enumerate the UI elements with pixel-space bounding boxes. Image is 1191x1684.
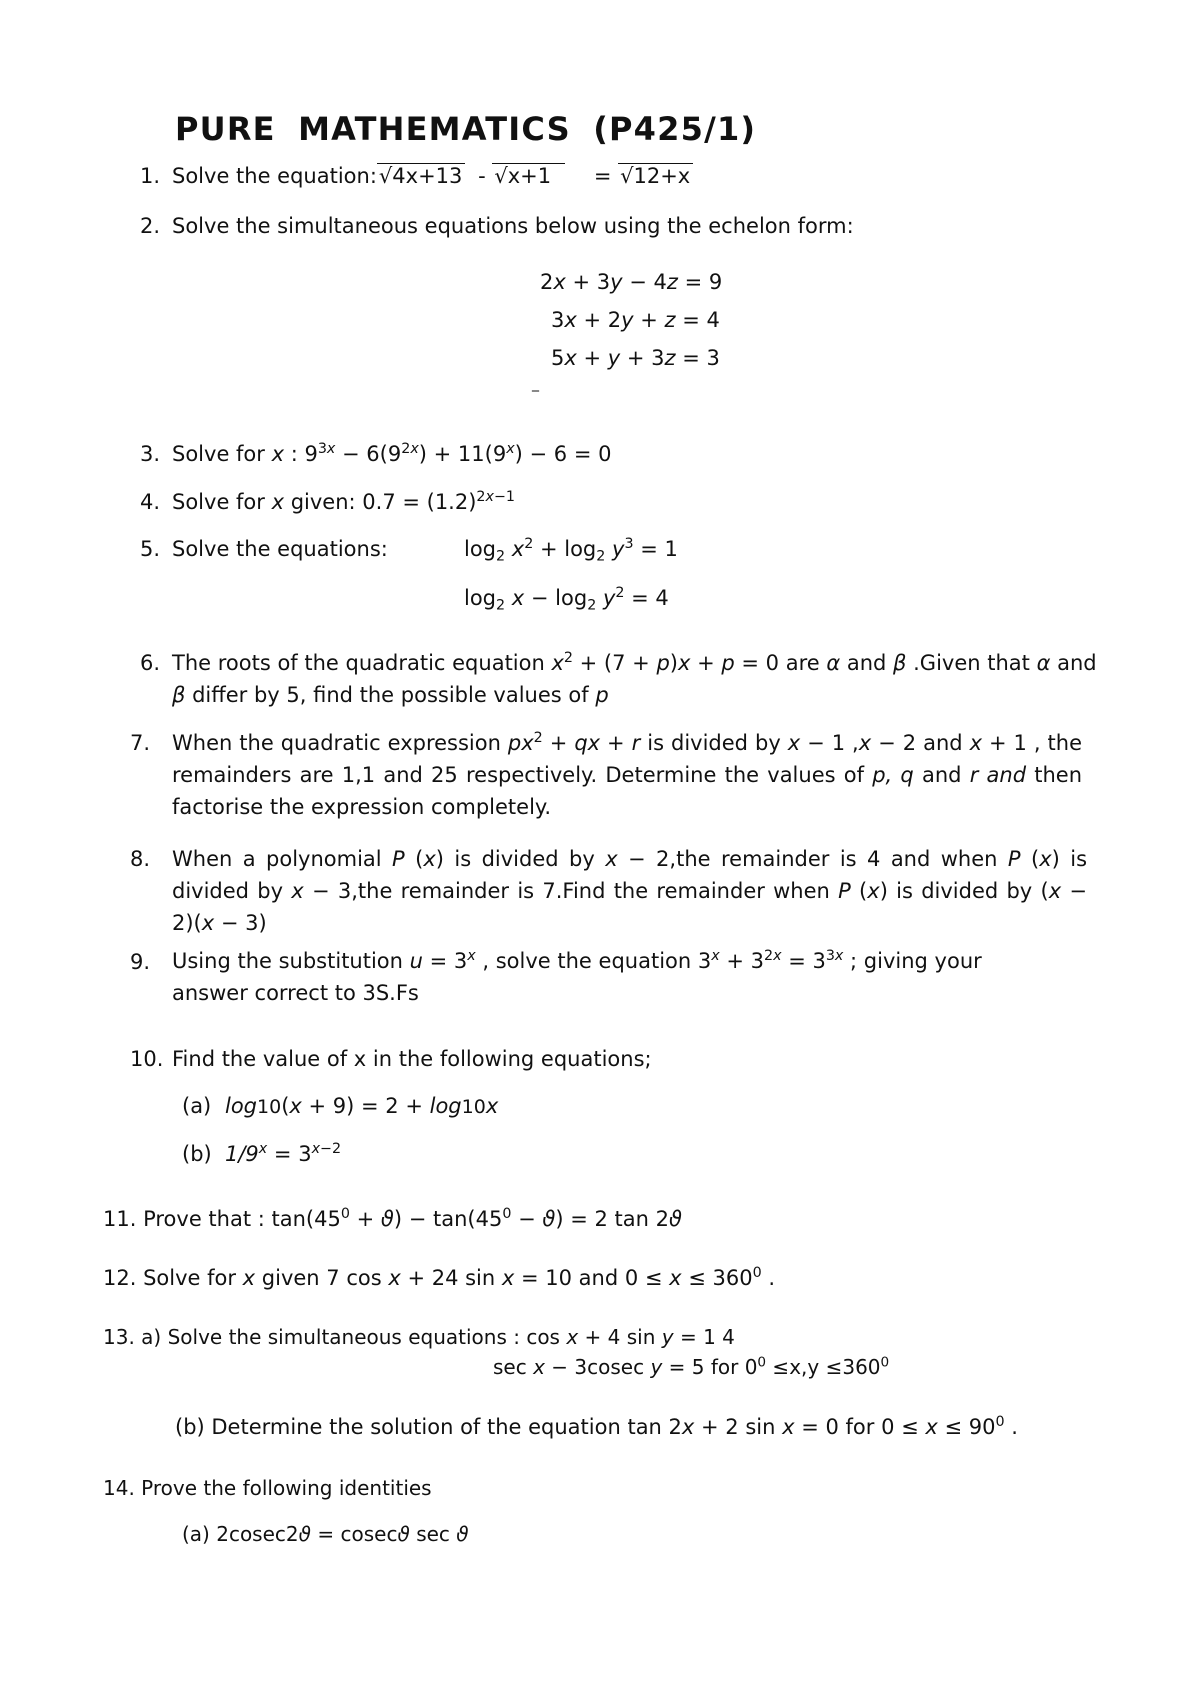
- q13-equation-2: sec x − 3cosec y = 5 for $0^0 \le x,y \le 360^0$: [493, 1354, 890, 1379]
- q13b-text: (b) Determine the solution of the equation tan 2x + 2 sin x = 0 for $0 \le x \le 90^0$ .: [175, 1414, 1018, 1439]
- q8-number: 8.: [130, 847, 151, 871]
- q9-number: 9.: [130, 950, 151, 974]
- q11-text: 11. Prove that : $\tan(45^0 + ϑ) - \tan(45^0 - ϑ) = 2$ tan 2ϑ: [103, 1206, 683, 1231]
- q3-text: Solve for x : $9^{3x} - 6(9^{2x}) + 11(9^x) - 6 = 0$: [172, 441, 612, 466]
- q1-number: 1.: [139, 164, 160, 188]
- q14-text: 14. Prove the following identities: [103, 1476, 432, 1500]
- q1-root-b: √x+1: [492, 163, 565, 188]
- q7-text: When the quadratic expression $px^2$ + qx + r is divided by x − 1 ,x − 2 and x + 1 , the remainders are 1,1 and 25 respectively. Determine the values of p, q and r and then factorise the expression completely.: [172, 730, 1083, 819]
- q3-number: 3.: [139, 442, 160, 466]
- q5-number: 5.: [139, 537, 160, 561]
- q1-line: [172, 164, 693, 189]
- q2-equation-3: 5x + y + 3z = 3: [551, 346, 720, 370]
- q10b-label: (b): [182, 1142, 212, 1166]
- q1-root-c: √12+x: [618, 163, 693, 188]
- q8-text: When a polynomial P (x) is divided by x − 2,the remainder is 4 and when P (x) is divided by x − 3,the remainder is 7.Find the remainder when P (x) is divided by (x − 2)(x − 3): [172, 847, 1088, 935]
- q4-number: 4.: [139, 490, 160, 514]
- q6-number: 6.: [139, 651, 160, 675]
- q2-equation-2: 3x + 2y + z = 4: [551, 308, 720, 332]
- q2-equation-1: 2x + 3y − 4z = 9: [540, 270, 723, 294]
- q10a-equation: log10(x + 9) = 2 + log10x: [225, 1094, 499, 1118]
- q2-stray-mark: _: [532, 376, 539, 392]
- q5-equation-2: $\log_2 x - \log_2 y^2 = 4$: [464, 585, 669, 614]
- q2-number: 2.: [139, 214, 160, 238]
- page-title: PURE MATHEMATICS (P425/1): [175, 110, 757, 148]
- q5-text: Solve the equations:: [172, 537, 388, 561]
- q13-text: 13. a) Solve the simultaneous equations : cos x + 4 sin y = 1 4: [103, 1325, 735, 1349]
- q10a-label: (a): [182, 1094, 212, 1118]
- q5-equation-1: $\log_2 x^2 + \log_2 y^3 = 1$: [464, 536, 678, 565]
- q6-line-1: The roots of the quadratic equation $x^2 + (7 + p)x + p = 0$ are α and β .Given that α and: [172, 650, 1097, 675]
- q2-text: Solve the simultaneous equations below using the echelon form:: [172, 214, 854, 238]
- q14a-text: (a) 2cosec2ϑ = cosecϑ sec ϑ: [182, 1522, 469, 1546]
- q10-text: Find the value of x in the following equations;: [172, 1047, 652, 1071]
- q9-text: Using the substitution $u = 3^x$ , solve the equation $3^x + 3^{2x} = 3^{3x}$ ; giving your answer correct to 3S.Fs: [172, 948, 982, 1005]
- q12-text: 12. Solve for x given 7 cos x + 24 sin x = 10 and $0 \le x \le 360^0$ .: [103, 1265, 776, 1290]
- q10-number: 10.: [130, 1047, 164, 1071]
- q1-text: Solve the equation:: [172, 164, 377, 188]
- q10b-equation: $1/9^x = 3^{x-2}$: [225, 1141, 342, 1166]
- q7-number: 7.: [130, 731, 151, 755]
- q1-operator: -: [478, 164, 486, 188]
- q1-equals: =: [593, 164, 612, 188]
- q4-text: Solve for x given: $0.7 = (1.2)^{2x-1}$: [172, 489, 515, 514]
- q6-line-2: β differ by 5, find the possible values of p: [172, 683, 609, 707]
- q1-root-a: √4x+13: [377, 163, 466, 188]
